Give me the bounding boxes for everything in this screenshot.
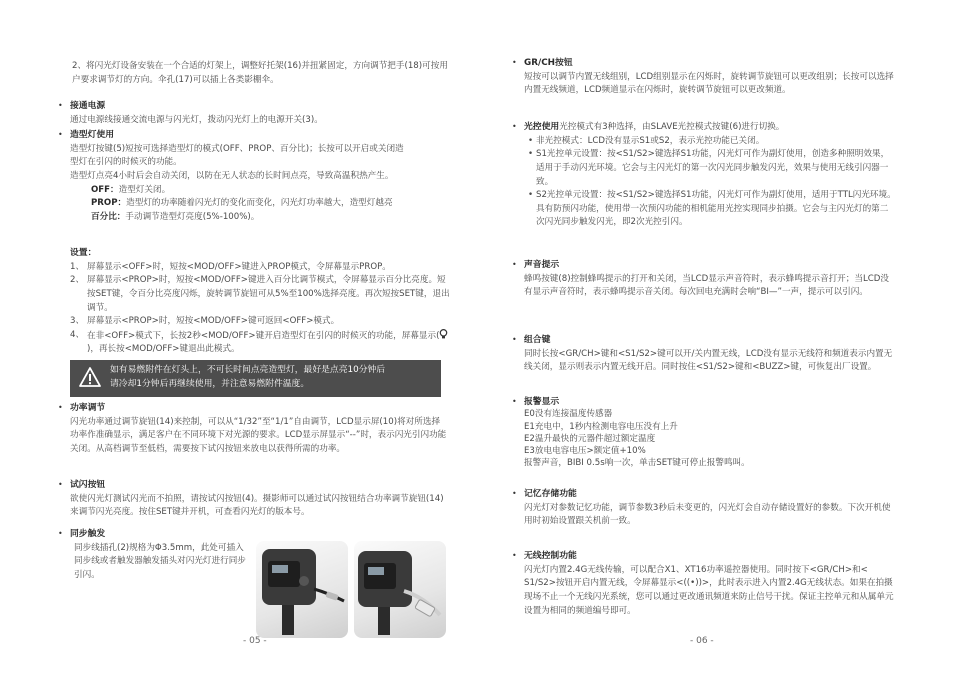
mode-off: OFF：造型灯关闭。 (91, 184, 171, 195)
section-title: 记忆存储功能 (524, 489, 577, 499)
warning-box (70, 360, 441, 397)
optical-heading: 光控使用光控模式有3种选择，由SLAVE光控模式按键(6)进行切换。 (524, 122, 785, 132)
section-power-adjust (58, 402, 448, 457)
section-memory (512, 488, 896, 529)
bulb-off-icon (439, 329, 448, 339)
intro-paragraph: 2、将闪光灯设备安装在一个合适的灯架上，调整好托架(16)并扭紧固定，方向调节把手(18)可按用户要求调节灯的方向。伞孔(17)可以插上各类影棚伞。 (72, 61, 448, 85)
bullet-icon: • (58, 480, 63, 489)
section-title: 报警显示 (524, 397, 560, 407)
section-title: 同步触发 (70, 529, 106, 539)
settings-step: 1、 屏幕显示<OFF>时，短按<MOD/OFF>键进入PROP模式，令屏幕显示PROP。 (70, 261, 391, 272)
section-gr-ch (512, 57, 896, 98)
settings-title: 设置： (70, 248, 97, 258)
mode-percent: 百分比：手动调节造型灯亮度(5%-100%)。 (91, 211, 260, 222)
section-test-flash (58, 479, 448, 520)
section-optical-slave (512, 121, 896, 230)
section-settings (70, 247, 450, 357)
bullet-icon: • (512, 551, 517, 560)
modeling-line: 型灯在引闪的时候灭的功能。 (70, 157, 182, 168)
settings-step: 4、 在非<OFF>模式下，长按2秒<MOD/OFF>键开启造型灯在引闪的时候灭的功能，屏幕显示()，再长按<MOD/OFF>键退出此模式。 (70, 329, 450, 357)
alarm-line: E1充电中，1秒内检测电容电压没有上升 (524, 421, 678, 432)
warning-triangle-icon (79, 367, 101, 387)
optical-item: • S1光控单元设置：按<S1/S2>键选择S1功能，闪光灯可作为副灯使用，创造多种照明效果，适用于手动闪光环境。它会与主闪光灯的第一次闪光同步触发闪光，效果与使用无线引闪器一致。 (528, 149, 890, 187)
section-text: 通过电源线接通交流电源与闪光灯，拨动闪光灯上的电源开关(3)。 (70, 114, 323, 125)
bullet-icon: • (512, 397, 517, 406)
bullet-icon: • (512, 489, 517, 498)
section-text: 同时长按<GR/CH>键和<S1/S2>键可以开/关内置无线，LCD没有显示无线符和频道表示内置无线关闭，显示则表示内置无线开启。同时按住<S1/S2>键和<BUZZ>键，可恢复出厂设置。 (524, 348, 893, 373)
section-text: 同步线插孔(2)规格为Φ3.5mm，此处可插入同步线或者触发器触发插头对闪光灯进行同步引闪。 (74, 542, 246, 581)
bullet-icon: • (58, 403, 63, 412)
settings-step: 3、 屏幕显示<PROP>时，短按<MOD/OFF>键可返回<OFF>模式。 (70, 316, 340, 327)
bullet-icon: • (512, 260, 517, 269)
bullet-icon: • (58, 529, 63, 538)
settings-step: 2、 屏幕显示<PROP>时，短按<MOD/OFF>键进入百分比调节模式，令屏幕显示百分比亮度。短按SET键，令百分比亮度闪烁，旋转调节旋钮可从5%至100%选择亮度。再次短按SET键，退出调节。 (70, 275, 450, 313)
product-photo-sync-cable (256, 541, 348, 638)
optical-item: • S2光控单元设置：按<S1/S2>键选择S1功能，闪光灯可作为副灯使用，适用于TTL闪光环境。具有防预闪功能，使用带一次预闪功能的相机能用光控实现同步拍摄。它会与主闪光灯的第二次闪光同步触发闪光，即2次光控引闪。 (528, 190, 896, 228)
alarm-line: E3放电电容电压>额定值+10% (524, 446, 646, 457)
warning-line: 请冷却1分钟后再继续使用，并注意易燃附件温度。 (110, 379, 310, 390)
section-text: 闪光灯对参数记忆功能，调节参数3秒后未变更的，闪光灯会自动存储设置好的参数。下次开机使用时初始设置跟关机前一致。 (524, 502, 891, 527)
section-alarm (512, 396, 896, 470)
mode-list (70, 184, 450, 225)
section-power (58, 100, 448, 127)
section-text: 闪光灯内置2.4G无线传输，可以配合X1、XT16功率遥控器使用。同时按下<GR/CH>和< S1/S2>按钮开启内置无线，令屏幕显示<((•))>，此时表示进入内置2.4G无线状态。如果在拍摄现场不止一个无线闪光系统，您可以通过更改通讯频道来防止信号干扰。保证主控单元和从属单元设置为相同的频道编号即可。 (524, 564, 894, 616)
section-text: 欲使闪光灯测试闪光而不拍照，请按试闪按钮(4)。摄影师可以通过试闪按钮结合功率调节旋钮(14)来调节闪光亮度。按住SET键并开机，可查看闪光灯的版本号。 (70, 493, 444, 518)
section-title: GR/CH按钮 (524, 58, 573, 68)
optical-item: • 非光控模式：LCD没有显示S1或S2，表示光控功能已关闭。 (528, 135, 765, 146)
section-title: 造型灯使用 (70, 130, 114, 140)
alarm-line: 报警声音，BIBI 0.5s响一次，单击SET键可停止报警鸣叫。 (524, 458, 750, 469)
bullet-icon: • (512, 122, 517, 131)
section-text: 蜂鸣按键(8)控制蜂鸣提示的打开和关闭，当LCD显示声音符时，表示蜂鸣提示音打开；当LCD没有显示声音符时，表示蜂鸣提示音关闭。每次回电充满时会响“BI—”一声，提示可以引闪。 (524, 273, 889, 298)
alarm-line: E2温升最快的元器件超过额定温度 (524, 433, 656, 444)
bullet-icon: • (512, 58, 517, 67)
section-title: 组合键 (524, 335, 551, 345)
alarm-line: E0没有连接温度传感器 (524, 409, 613, 420)
warning-line: 如有易燃附件在灯头上，不可长时间点亮造型灯，最好是点亮10分钟后 (110, 365, 386, 375)
section-title: 声音提示 (524, 260, 560, 270)
section-title: 试闪按钮 (70, 480, 106, 490)
product-photo-trigger (354, 541, 446, 638)
section-sync (58, 528, 246, 583)
section-title: 功率调节 (70, 403, 106, 413)
modeling-line: 造型灯按键(5)短按可选择造型灯的模式(OFF、PROP、百分比)；长按可以开启或关闭造 (70, 143, 404, 154)
section-title: 无线控制功能 (524, 551, 577, 561)
section-modeling-light (58, 129, 450, 224)
section-combo-keys (512, 334, 896, 375)
page-number-left: - 05 - (243, 636, 267, 646)
section-text: 短按可以调节内置无线组别，LCD组别显示在闪烁时，旋转调节旋钮可以更改组别；长按可以选择内置无线频道，LCD频道显示在闪烁时，旋转调节旋钮可以更改频道。 (524, 71, 894, 96)
section-beep (512, 259, 896, 300)
page-number-right: - 06 - (690, 636, 714, 646)
bullet-icon: • (512, 335, 517, 344)
mode-prop: PROP：造型灯的功率随着闪光灯的变化而变化，闪光灯功率越大，造型灯越亮 (91, 198, 393, 209)
bullet-icon: • (58, 101, 63, 110)
section-title: 接通电源 (70, 101, 106, 111)
section-text: 闪光功率通过调节旋钮(14)来控制，可以从“1/32”至“1/1”自由调节，LCD显示屏(10)将对所选择功率作准确显示，满足客户在不同环境下对光源的要求。LCD显示屏显示“--”时，表示闪光引闪功能关闭。从高档调节至低档，需要按下试闪按钮来放电以获得所需的功率。 (70, 416, 447, 455)
bullet-icon: • (58, 130, 63, 139)
modeling-line: 造型灯点亮4小时后会自动关闭，以防在无人状态的长时间点亮，导致高温积热产生。 (70, 171, 394, 182)
section-wireless (512, 550, 896, 618)
